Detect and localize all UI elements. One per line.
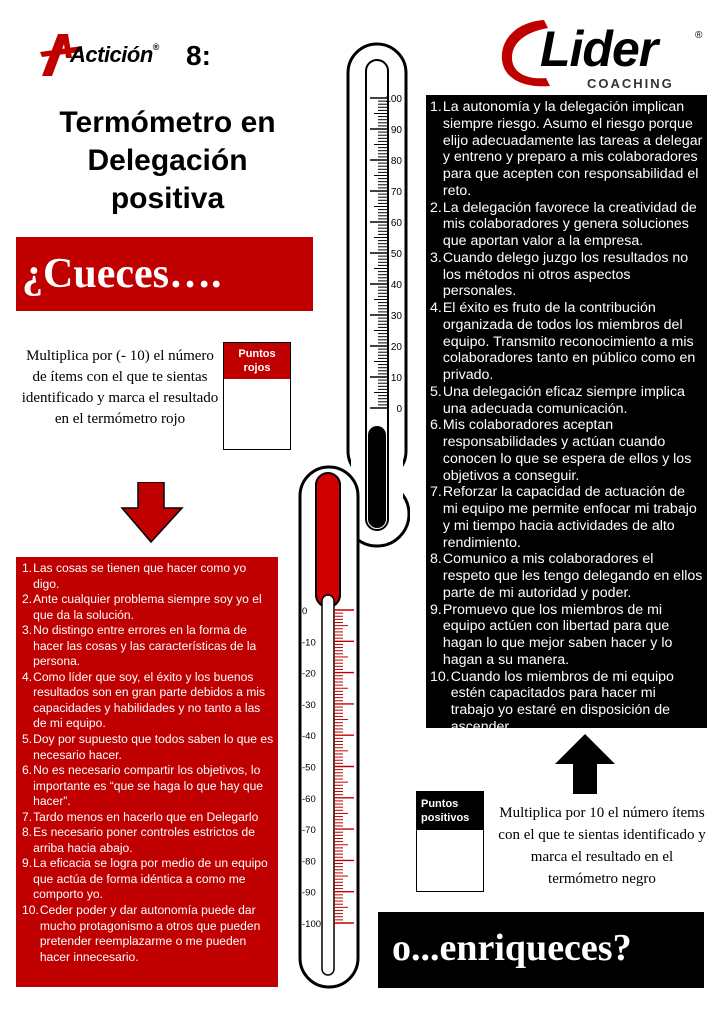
black-points-box[interactable] bbox=[416, 791, 484, 892]
list-item-text: Ante cualquier problema siempre soy yo el que da la solución. bbox=[33, 592, 262, 622]
thermometer-tick-label: 0 bbox=[302, 606, 308, 617]
list-item-number: 2. bbox=[430, 199, 442, 216]
thermometer-tick-label: 90 bbox=[390, 125, 402, 136]
list-item bbox=[430, 602, 703, 669]
list-item bbox=[22, 670, 274, 732]
list-item-number: 5. bbox=[430, 383, 442, 400]
list-item bbox=[430, 200, 703, 250]
list-item-number: 4. bbox=[430, 300, 442, 316]
thermometer-tick-label: -10 bbox=[302, 637, 316, 649]
list-item-number: 3. bbox=[430, 249, 442, 266]
list-item-number: 10. bbox=[22, 903, 39, 918]
thermometer-tick-label: 10 bbox=[390, 373, 402, 384]
list-item-number: 7. bbox=[22, 809, 33, 824]
list-item-number: 7. bbox=[430, 484, 442, 501]
list-item-text: Reforzar la capacidad de actuación de mi equipo me permite enfocar mi trabajo y mi tiempo hacia actividades de alto rendimiento. bbox=[442, 484, 697, 551]
thermometer-tick-label: -20 bbox=[302, 668, 316, 680]
actition-logo-text: Actición bbox=[70, 42, 153, 67]
list-item-text: La autonomía y la delegación implican siempre riesgo. Asumo el riesgo porque elijo adecuadamente las tareas a delegar y entreno y preparo a mis colaboradores para que acepten con responsabilidad el reto. bbox=[442, 99, 703, 199]
thermometer-tick-label: 40 bbox=[390, 280, 402, 291]
list-item-number: 9. bbox=[430, 601, 442, 618]
list-item bbox=[430, 551, 703, 601]
red-points-label: Puntos rojos bbox=[224, 343, 290, 379]
thermometer-tick-label: -50 bbox=[302, 762, 316, 774]
red-thermometer-bulb bbox=[316, 473, 340, 607]
list-item-number: 9. bbox=[22, 856, 33, 871]
list-item-number: 10. bbox=[430, 668, 450, 685]
list-item-text: La eficacia se logra por medio de un equipo que actúa de forma idéntica a como me comporto yo. bbox=[33, 856, 268, 902]
list-item-text: Cuando los miembros de mi equipo estén capacitados para hacer mi trabajo yo estaré en disposición de ascender. bbox=[450, 668, 674, 735]
thermometer-tick-label: 30 bbox=[390, 311, 402, 322]
list-item bbox=[22, 856, 274, 903]
list-item-number: 1. bbox=[430, 99, 442, 115]
list-item-number: 6. bbox=[22, 763, 33, 778]
red-thermometer bbox=[296, 465, 362, 993]
list-item-number: 8. bbox=[22, 825, 33, 840]
list-item bbox=[22, 903, 274, 965]
list-item-number: 3. bbox=[22, 623, 33, 638]
list-item-text: El éxito es fruto de la contribución organizada de todos los miembros del equipo. Transmito reconocimiento a mis colaboradores tanto en público como en privado. bbox=[442, 300, 696, 383]
list-item-text: Doy por supuesto que todos saben lo que es necesario hacer. bbox=[33, 732, 274, 762]
thermometer-tick-label: -60 bbox=[302, 793, 316, 805]
list-item-text: Comunico a mis colaboradores el respeto que les tengo delegando en ellos parte de mi autoridad y poder. bbox=[442, 551, 703, 601]
thermometer-tick-label: 60 bbox=[390, 218, 402, 229]
list-item-text: Mis colaboradores aceptan responsabilidades y actúan cuando conocen lo que se espera de ellos y los objetivos a conseguir. bbox=[442, 417, 692, 484]
black-instructions: Multiplica por 10 el número ítems con el que te sientas identificado y marca el resultado en el termómetro negro bbox=[498, 805, 706, 887]
lider-reg-mark: ® bbox=[695, 30, 703, 41]
list-item bbox=[22, 763, 274, 810]
list-item bbox=[430, 99, 703, 200]
thermometer-tick-label: -30 bbox=[302, 699, 316, 711]
thermometer-tick-label: -70 bbox=[302, 825, 316, 837]
list-item-text: Una delegación eficaz siempre implica una adecuada comunicación. bbox=[442, 383, 685, 417]
thermometer-tick-label: 100 bbox=[385, 94, 402, 105]
black-up-arrow-icon bbox=[553, 732, 617, 796]
page-number: 8: bbox=[186, 40, 211, 71]
list-item-text: Cuando delego juzgo los resultados no los métodos ni otros aspectos personales. bbox=[442, 249, 689, 300]
red-instructions: Multiplica por (- 10) el número de ítems con el que te sientas identificado y marca el resultado en el termómetro rojo bbox=[21, 348, 219, 427]
red-down-arrow-icon bbox=[120, 482, 184, 544]
list-item-text: No es necesario compartir los objetivos, lo importante es “que se haga lo que hay que hacer”. bbox=[33, 763, 264, 809]
black-items-list bbox=[426, 95, 707, 735]
list-item-number: 1. bbox=[22, 561, 33, 575]
list-item-text: Como líder que soy, el éxito y los buenos resultados son en gran parte debidos a mis capacidades y habilidades y no tanto a las de mi equipo. bbox=[33, 669, 266, 731]
thermometer-tick-label: -40 bbox=[302, 731, 316, 743]
list-item bbox=[430, 417, 703, 484]
actition-reg-mark: ® bbox=[152, 42, 159, 52]
lider-logo-subtitle: COACHING bbox=[587, 76, 674, 91]
thermometer-tick-label: -90 bbox=[302, 887, 316, 899]
list-item bbox=[22, 810, 274, 826]
list-item-text: Ceder poder y dar autonomía puede dar mucho protagonismo a otros que pueden pretender reemplazarme o me pueden hacer innecesario. bbox=[39, 903, 261, 964]
list-item bbox=[430, 250, 703, 300]
list-item bbox=[22, 732, 274, 763]
list-item-number: 5. bbox=[22, 732, 33, 747]
list-item bbox=[22, 623, 274, 670]
thermometer-tick-label: 70 bbox=[390, 187, 402, 198]
red-items-list bbox=[16, 557, 278, 987]
lider-logo-text: Lider bbox=[540, 21, 658, 77]
list-item-text: Promuevo que los miembros de mi equipo actúen con libertad para que hagan lo que mejor saben hacer y lo hagan a su manera. bbox=[442, 601, 673, 668]
list-item-text: Las cosas se tienen que hacer como yo digo. bbox=[33, 561, 247, 591]
list-item bbox=[22, 592, 274, 623]
list-item-number: 2. bbox=[22, 592, 33, 607]
thermometer-tick-label: 20 bbox=[390, 342, 402, 353]
list-item bbox=[430, 384, 703, 418]
thermometer-tick-label: 50 bbox=[390, 249, 402, 260]
black-thermometer-fill bbox=[368, 426, 386, 528]
list-item-number: 6. bbox=[430, 417, 442, 434]
page-title: Termómetro en Delegación positiva bbox=[59, 106, 276, 215]
list-item bbox=[22, 825, 274, 856]
list-item-text: No distingo entre errores en la forma de hacer las cosas y las características de la persona. bbox=[33, 623, 257, 669]
list-item-text: Tardo menos en hacerlo que en Delegarlo bbox=[33, 809, 259, 824]
red-banner-text: ¿Cueces…. bbox=[22, 251, 222, 297]
list-item bbox=[430, 669, 703, 736]
thermometer-tick-label: -100 bbox=[302, 919, 322, 930]
thermometer-tick-label: -80 bbox=[302, 856, 316, 868]
list-item bbox=[22, 561, 274, 592]
black-banner-text: o...enriqueces? bbox=[392, 927, 632, 969]
list-item-text: Es necesario poner controles estrictos de arriba hacia abajo. bbox=[33, 825, 255, 855]
list-item-number: 4. bbox=[22, 669, 33, 684]
thermometer-tick-label: 0 bbox=[396, 404, 402, 415]
list-item-number: 8. bbox=[430, 551, 442, 568]
list-item-text: La delegación favorece la creatividad de mis colaboradores y genera soluciones que aportan valor a la empresa. bbox=[442, 199, 697, 249]
thermometer-tick-label: 80 bbox=[390, 156, 402, 167]
red-points-box[interactable] bbox=[223, 342, 291, 450]
list-item bbox=[430, 300, 703, 384]
list-item bbox=[430, 484, 703, 551]
black-points-label: Puntos positivos bbox=[417, 792, 483, 830]
